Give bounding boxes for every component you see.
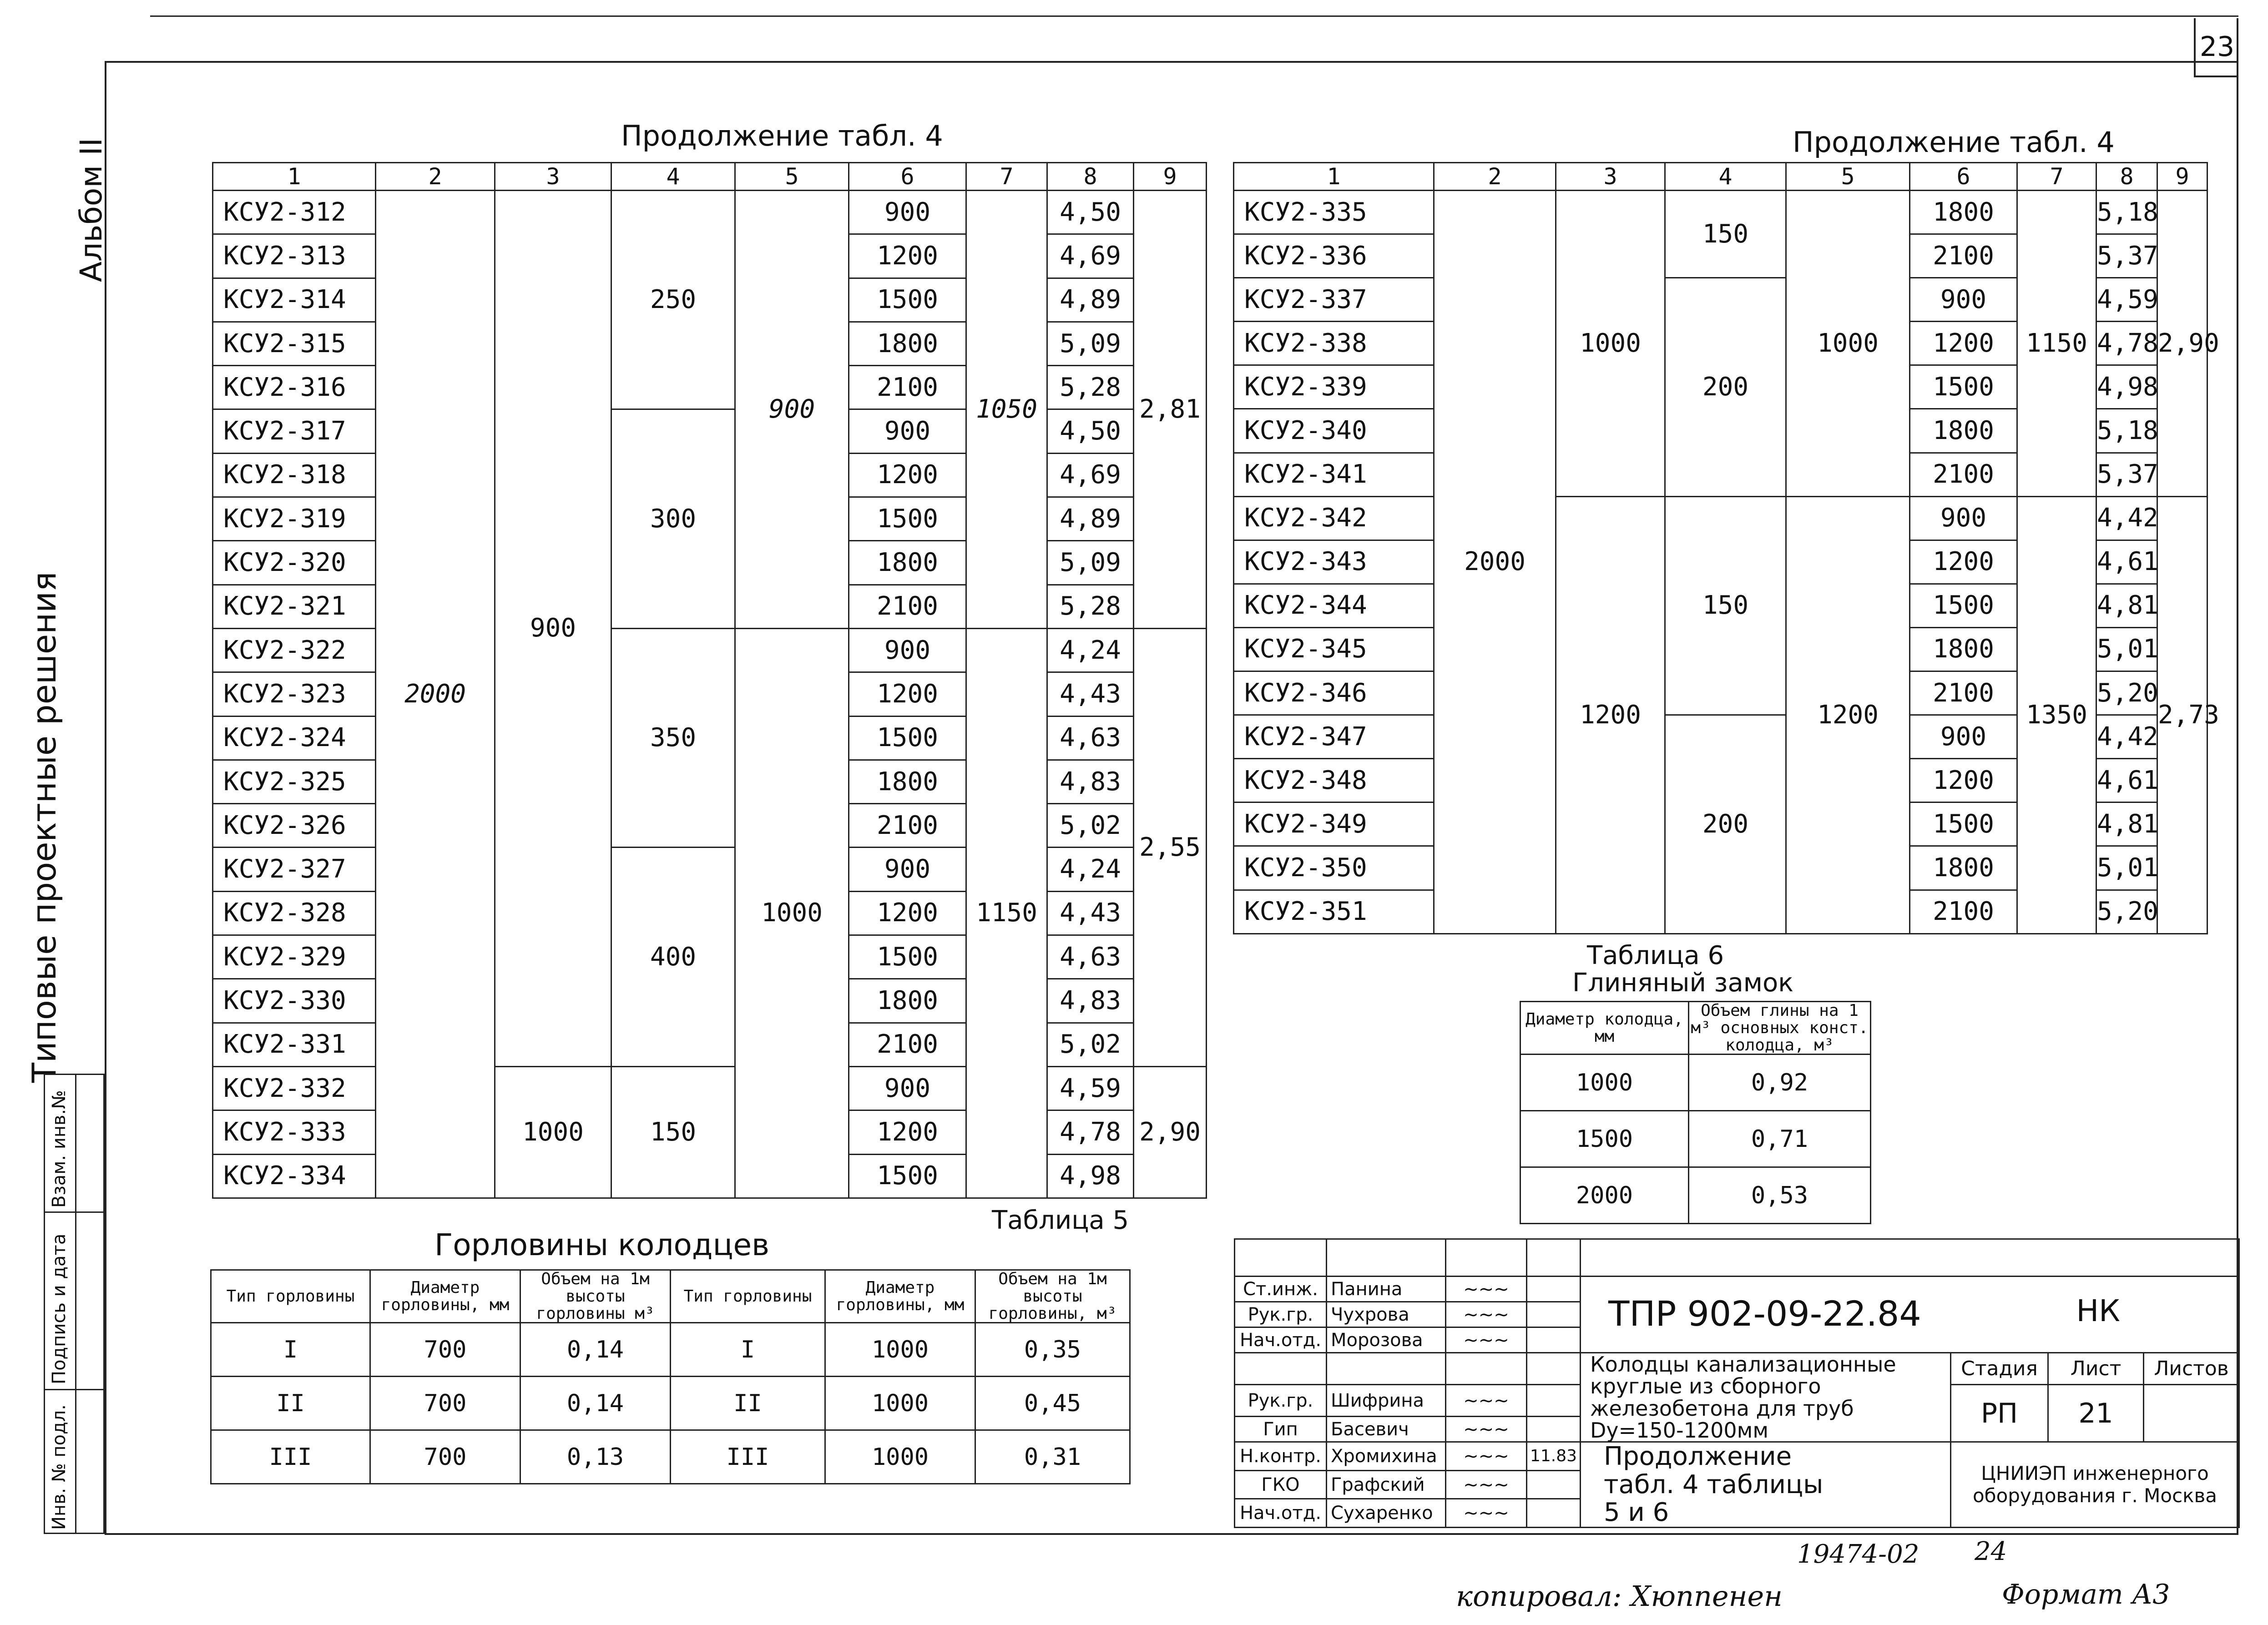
height-cell: 1200 [849, 891, 966, 935]
stamp-role: Нач.отд. [1235, 1327, 1327, 1353]
span-cell-col5: 1000 [735, 628, 849, 1198]
stamp-name: Хромихина [1327, 1442, 1446, 1471]
stamp-role: Н.контр. [1235, 1442, 1327, 1471]
volume-cell: 5,37 [2096, 453, 2157, 496]
span-cell-col3: 1000 [1556, 191, 1665, 497]
table-cell: 0,92 [1689, 1055, 1871, 1111]
table-cell: 1500 [1520, 1111, 1689, 1167]
volume-cell: 4,78 [2096, 322, 2157, 365]
volume-cell: 4,61 [2096, 759, 2157, 802]
span-cell-col7: 1150 [966, 628, 1047, 1198]
sheet-title: Продолжение табл. 4 таблицы 5 и 6 [1604, 1442, 1823, 1528]
frame-top [105, 61, 2238, 63]
stamp-name: Графский [1327, 1470, 1446, 1499]
volume-cell: 5,28 [1047, 366, 1134, 409]
height-cell: 1200 [849, 234, 966, 278]
signature: ~~~ [1446, 1327, 1527, 1353]
table-cell: 1000 [1520, 1055, 1689, 1111]
signature: ~~~ [1446, 1385, 1527, 1417]
column-header: Объем на 1м высоты горловины, м³ [975, 1270, 1130, 1323]
sheet-number: 23 [2199, 31, 2235, 63]
height-cell: 1200 [1910, 322, 2017, 365]
column-header: 9 [2157, 163, 2207, 191]
column-header: 3 [495, 163, 611, 191]
column-header: 4 [611, 163, 735, 191]
sheet-number-box [2194, 18, 2238, 77]
frame-bottom [105, 1533, 2238, 1535]
height-cell: 1500 [1910, 584, 2017, 627]
signature: ~~~ [1446, 1442, 1527, 1471]
well-mark: КСУ2-325 [213, 760, 376, 803]
volume-cell: 4,81 [2096, 584, 2157, 627]
span-cell-col5: 1200 [1786, 496, 1910, 934]
well-mark: КСУ2-312 [213, 191, 376, 234]
span-cell-col3: 900 [495, 191, 611, 1067]
table-row [213, 191, 1207, 234]
volume-cell: 5,20 [2096, 671, 2157, 715]
span-cell-col4: 200 [1665, 278, 1786, 496]
well-mark: КСУ2-343 [1234, 540, 1434, 584]
stamp-role: Гип [1235, 1417, 1327, 1442]
signature: ~~~ [1446, 1417, 1527, 1442]
sheet-value: 21 [2048, 1385, 2144, 1442]
span-cell-col7: 1350 [2017, 496, 2096, 934]
column-header: Объем глины на 1 м³ основных конст. колодца, м³ [1689, 1002, 1871, 1055]
doc-code: ТПР 902-09-22.84 [1608, 1293, 1921, 1334]
height-cell: 2100 [849, 1023, 966, 1066]
well-mark: КСУ2-333 [213, 1110, 376, 1154]
copied-by: копировал: Хюппенен [1456, 1580, 1783, 1613]
volume-cell: 4,43 [1047, 672, 1134, 716]
span-cell-col3: 1200 [1556, 496, 1665, 934]
well-mark: КСУ2-349 [1234, 802, 1434, 846]
table-cell: 0,35 [975, 1323, 1130, 1377]
stamp-name: Морозова [1327, 1327, 1446, 1353]
table-row [211, 1323, 1130, 1377]
table-row [1520, 1167, 1871, 1224]
well-mark: КСУ2-344 [1234, 584, 1434, 627]
table5-title: Горловины колодцев [434, 1227, 769, 1262]
volume-cell: 4,42 [2096, 496, 2157, 540]
well-mark: КСУ2-347 [1234, 715, 1434, 759]
span-cell-col2: 2000 [376, 191, 495, 1198]
volume-cell: 4,89 [1047, 497, 1134, 541]
doc-type: НК [2076, 1293, 2120, 1328]
well-mark: КСУ2-331 [213, 1023, 376, 1066]
height-cell: 2100 [1910, 671, 2017, 715]
paper-format: Формат А3 [2002, 1579, 2170, 1610]
table-cell: 1000 [825, 1323, 975, 1377]
column-header: 2 [1434, 163, 1556, 191]
height-cell: 1500 [1910, 802, 2017, 846]
album-label: Альбом II [74, 137, 109, 282]
table-cell: 700 [370, 1430, 520, 1484]
table-row [1234, 496, 2207, 540]
well-mark: КСУ2-318 [213, 453, 376, 497]
height-cell: 1500 [849, 716, 966, 760]
frame-left [105, 61, 106, 1535]
inv-num-label: Инв. № подл. [49, 1404, 70, 1530]
well-mark: КСУ2-319 [213, 497, 376, 541]
table4-right-header [1234, 163, 2207, 191]
height-cell: 1500 [1910, 365, 2017, 409]
volume-cell: 5,18 [2096, 409, 2157, 453]
span-cell-col9: 2,73 [2157, 496, 2207, 934]
well-mark: КСУ2-313 [213, 234, 376, 278]
volume-cell: 4,24 [1047, 628, 1134, 672]
well-mark: КСУ2-321 [213, 585, 376, 628]
table-cell: 1000 [825, 1377, 975, 1430]
signature: ~~~ [1446, 1499, 1527, 1528]
volume-cell: 4,98 [1047, 1154, 1134, 1198]
well-mark: КСУ2-330 [213, 979, 376, 1023]
stage-label: Стадия [1951, 1353, 2048, 1385]
well-mark: КСУ2-346 [1234, 671, 1434, 715]
stamp-name: Сухаренко [1327, 1499, 1446, 1528]
stamp-role: Рук.гр. [1235, 1302, 1327, 1327]
well-mark: КСУ2-329 [213, 935, 376, 979]
height-cell: 900 [849, 628, 966, 672]
height-cell: 1800 [849, 541, 966, 585]
table4-left-header [213, 163, 1207, 191]
well-mark: КСУ2-334 [213, 1154, 376, 1198]
well-mark: КСУ2-338 [1234, 322, 1434, 365]
volume-cell: 4,42 [2096, 715, 2157, 759]
column-header: Диаметр горловины, мм [370, 1270, 520, 1323]
span-cell-col4: 150 [611, 1066, 735, 1198]
table4-right-title: Продолжение табл. 4 [1793, 126, 2115, 159]
span-cell-col7: 1050 [966, 191, 1047, 629]
column-header: 4 [1665, 163, 1786, 191]
volume-cell: 4,59 [1047, 1066, 1134, 1110]
column-header: 6 [849, 163, 966, 191]
span-cell-col4: 400 [611, 848, 735, 1066]
volume-cell: 4,61 [2096, 540, 2157, 584]
sheet-label: Лист [2048, 1353, 2144, 1385]
height-cell: 1200 [1910, 540, 2017, 584]
well-mark: КСУ2-320 [213, 541, 376, 585]
stamp-name: Шифрина [1327, 1385, 1446, 1417]
volume-cell: 4,50 [1047, 409, 1134, 453]
well-mark: КСУ2-324 [213, 716, 376, 760]
span-cell-col9: 2,55 [1134, 628, 1207, 1066]
span-cell-col7: 1150 [2017, 191, 2096, 497]
column-header: 5 [1786, 163, 1910, 191]
height-cell: 900 [1910, 278, 2017, 322]
span-cell-col9: 2,90 [2157, 191, 2207, 497]
table-cell: II [211, 1377, 370, 1430]
table-cell: II [671, 1377, 825, 1430]
well-mark: КСУ2-317 [213, 409, 376, 453]
height-cell: 1800 [849, 760, 966, 803]
table-cell: 0,13 [520, 1430, 671, 1484]
volume-cell: 4,43 [1047, 891, 1134, 935]
volume-cell: 4,98 [2096, 365, 2157, 409]
column-header: 2 [376, 163, 495, 191]
table-cell: III [211, 1430, 370, 1484]
volume-cell: 5,02 [1047, 804, 1134, 848]
well-mark: КСУ2-339 [1234, 365, 1434, 409]
span-cell-col4: 250 [611, 191, 735, 409]
well-mark: КСУ2-315 [213, 322, 376, 365]
height-cell: 2100 [849, 585, 966, 628]
column-header: 6 [1910, 163, 2017, 191]
table-cell: III [671, 1430, 825, 1484]
height-cell: 1800 [1910, 846, 2017, 890]
volume-cell: 4,81 [2096, 802, 2157, 846]
table5-header [211, 1270, 1130, 1323]
column-header: Тип горловины [211, 1270, 370, 1323]
table-cell: 0,31 [975, 1430, 1130, 1484]
span-cell-col2: 2000 [1434, 191, 1556, 934]
table6-label: Таблица 6 [1587, 941, 1724, 970]
footer-inv-number: 19474-02 [1797, 1539, 1919, 1569]
height-cell: 1200 [1910, 759, 2017, 802]
stamp-role: ГКО [1235, 1470, 1327, 1499]
height-cell: 2100 [1910, 234, 2017, 278]
height-cell: 900 [849, 848, 966, 891]
volume-cell: 4,63 [1047, 935, 1134, 979]
span-cell-col4: 150 [1665, 191, 1786, 278]
height-cell: 1800 [1910, 409, 2017, 453]
span-cell-col4: 350 [611, 628, 735, 847]
table-cell: 0,45 [975, 1377, 1130, 1430]
well-mark: КСУ2-340 [1234, 409, 1434, 453]
volume-cell: 5,01 [2096, 846, 2157, 890]
table-row [213, 1066, 1207, 1110]
table6-title: Глиняный замок [1572, 968, 1794, 998]
table4-left-title: Продолжение табл. 4 [621, 119, 943, 152]
table-cell: 0,14 [520, 1323, 671, 1377]
volume-cell: 4,83 [1047, 979, 1134, 1023]
column-header: 8 [1047, 163, 1134, 191]
column-header: 1 [213, 163, 376, 191]
volume-cell: 5,09 [1047, 322, 1134, 365]
volume-cell: 5,20 [2096, 890, 2157, 934]
volume-cell: 5,18 [2096, 191, 2157, 234]
volume-cell: 4,89 [1047, 278, 1134, 322]
table-row [211, 1377, 1130, 1430]
table-row [213, 848, 1207, 891]
table-row [1520, 1055, 1871, 1111]
span-cell-col4: 300 [611, 409, 735, 628]
height-cell: 900 [1910, 496, 2017, 540]
well-mark: КСУ2-350 [1234, 846, 1434, 890]
volume-cell: 4,24 [1047, 848, 1134, 891]
span-cell-col5: 1000 [1786, 191, 1910, 497]
well-mark: КСУ2-351 [1234, 890, 1434, 934]
height-cell: 1800 [849, 322, 966, 365]
stamp-name: Панина [1327, 1277, 1446, 1302]
table4-right [1233, 162, 2219, 934]
stamp-name: Басевич [1327, 1417, 1446, 1442]
height-cell: 1200 [849, 1110, 966, 1154]
table-cell: 0,71 [1689, 1111, 1871, 1167]
column-header: 7 [966, 163, 1047, 191]
height-cell: 1200 [849, 672, 966, 716]
signature: ~~~ [1446, 1302, 1527, 1327]
volume-cell: 5,02 [1047, 1023, 1134, 1066]
column-header: 5 [735, 163, 849, 191]
column-header: Тип горловины [671, 1270, 825, 1323]
height-cell: 900 [849, 1066, 966, 1110]
well-mark: КСУ2-337 [1234, 278, 1434, 322]
table-cell: 0,53 [1689, 1167, 1871, 1224]
stamp-role: Ст.инж. [1235, 1277, 1327, 1302]
table-row [213, 628, 1207, 672]
span-cell-col3: 1000 [495, 1066, 611, 1198]
signature: ~~~ [1446, 1470, 1527, 1499]
well-mark: КСУ2-322 [213, 628, 376, 672]
volume-cell: 5,28 [1047, 585, 1134, 628]
stamp-role: Рук.гр. [1235, 1385, 1327, 1417]
table6 [1520, 1001, 1871, 1224]
height-cell: 2100 [849, 804, 966, 848]
height-cell: 900 [849, 409, 966, 453]
table-row [213, 409, 1207, 453]
height-cell: 1200 [849, 453, 966, 497]
well-mark: КСУ2-327 [213, 848, 376, 891]
height-cell: 2100 [1910, 890, 2017, 934]
table-cell: 700 [370, 1323, 520, 1377]
table-cell: 700 [370, 1377, 520, 1430]
well-mark: КСУ2-336 [1234, 234, 1434, 278]
height-cell: 1800 [1910, 191, 2017, 234]
replace-label: Взам. инв.№ [49, 1090, 70, 1208]
sheet-top-line [150, 15, 2238, 17]
table-cell: I [671, 1323, 825, 1377]
title-block [1234, 1238, 2240, 1528]
well-mark: КСУ2-326 [213, 804, 376, 848]
stamp-name: Чухрова [1327, 1302, 1446, 1327]
well-mark: КСУ2-335 [1234, 191, 1434, 234]
footer-page-number: 24 [1975, 1537, 2007, 1566]
volume-cell: 4,69 [1047, 234, 1134, 278]
column-header: 8 [2096, 163, 2157, 191]
sheets-value [2144, 1385, 2239, 1442]
volume-cell: 5,37 [2096, 234, 2157, 278]
table-cell: 0,14 [520, 1377, 671, 1430]
volume-cell: 4,69 [1047, 453, 1134, 497]
height-cell: 2100 [1910, 453, 2017, 496]
stage-value: РП [1951, 1385, 2048, 1442]
height-cell: 1800 [849, 979, 966, 1023]
table5 [210, 1269, 1131, 1484]
well-mark: КСУ2-316 [213, 366, 376, 409]
height-cell: 1500 [849, 278, 966, 322]
height-cell: 900 [849, 191, 966, 234]
column-header: 3 [1556, 163, 1665, 191]
well-mark: КСУ2-328 [213, 891, 376, 935]
table-row [211, 1430, 1130, 1484]
series-label: Типовые проектные решения [25, 571, 63, 1083]
table-cell: 1000 [825, 1430, 975, 1484]
column-header: Диаметр горловины, мм [825, 1270, 975, 1323]
span-cell-col9: 2,81 [1134, 191, 1207, 629]
table-cell: 2000 [1520, 1167, 1689, 1224]
table-row [1520, 1111, 1871, 1167]
table-row [1234, 191, 2207, 234]
volume-cell: 5,09 [1047, 541, 1134, 585]
table5-label: Таблица 5 [992, 1206, 1129, 1235]
height-cell: 2100 [849, 366, 966, 409]
well-mark: КСУ2-341 [1234, 453, 1434, 496]
well-mark: КСУ2-345 [1234, 627, 1434, 671]
sign-date-label: Подпись и дата [49, 1233, 70, 1384]
column-header: 7 [2017, 163, 2096, 191]
height-cell: 1500 [849, 1154, 966, 1198]
volume-cell: 4,59 [2096, 278, 2157, 322]
well-mark: КСУ2-332 [213, 1066, 376, 1110]
object-name: Колодцы канализационные круглые из сборного железобетона для труб Dу=150-1200мм [1590, 1352, 1896, 1443]
volume-cell: 4,50 [1047, 191, 1134, 234]
well-mark: КСУ2-314 [213, 278, 376, 322]
volume-cell: 4,63 [1047, 716, 1134, 760]
height-cell: 1500 [849, 935, 966, 979]
span-cell-col4: 150 [1665, 496, 1786, 715]
span-cell-col4: 200 [1665, 715, 1786, 934]
volume-cell: 5,01 [2096, 627, 2157, 671]
well-mark: КСУ2-348 [1234, 759, 1434, 802]
height-cell: 1800 [1910, 627, 2017, 671]
well-mark: КСУ2-342 [1234, 496, 1434, 540]
column-header: Объем на 1м высоты горловины м³ [520, 1270, 671, 1323]
stamp-date: 11.83 [1527, 1442, 1581, 1471]
volume-cell: 4,83 [1047, 760, 1134, 803]
span-cell-col5: 900 [735, 191, 849, 629]
well-mark: КСУ2-323 [213, 672, 376, 716]
side-stamp [44, 1074, 105, 1534]
sheets-label: Листов [2144, 1353, 2239, 1385]
volume-cell: 4,78 [1047, 1110, 1134, 1154]
stamp-role: Нач.отд. [1235, 1499, 1327, 1528]
column-header: Диаметр колодца, мм [1520, 1002, 1689, 1055]
height-cell: 900 [1910, 715, 2017, 759]
table4-left [212, 162, 1207, 1199]
table6-header [1520, 1002, 1871, 1055]
signature: ~~~ [1446, 1277, 1527, 1302]
height-cell: 1500 [849, 497, 966, 541]
table-cell: I [211, 1323, 370, 1377]
column-header: 1 [1234, 163, 1434, 191]
span-cell-col9: 2,90 [1134, 1066, 1207, 1198]
column-header: 9 [1134, 163, 1207, 191]
organization: ЦНИИЭП инженерного оборудования г. Москва [1972, 1462, 2217, 1507]
